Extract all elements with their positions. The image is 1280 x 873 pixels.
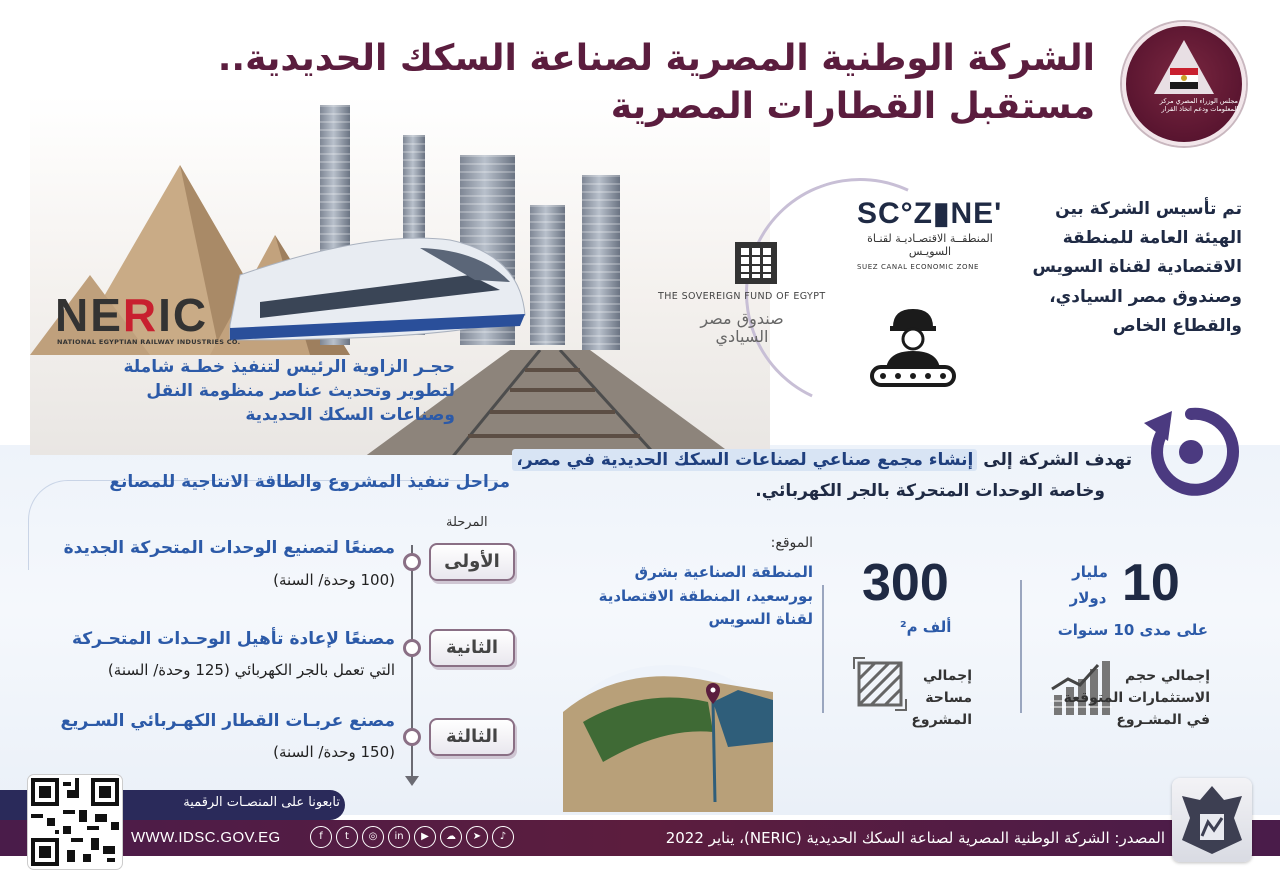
phase-column-label: المرحلة: [446, 515, 488, 530]
sovereign-fund-english: THE SOVEREIGN FUND OF EGYPT: [658, 291, 826, 302]
sovereign-fund-icon: [733, 240, 779, 286]
source-text: المصدر: الشركة الوطنية المصرية لصناعة السكك الحديدية (NERIC)، يناير 2022: [665, 829, 1165, 847]
area-value: 300: [862, 554, 949, 612]
twitter-icon[interactable]: t: [336, 826, 358, 848]
stages-heading: مراحل تنفيذ المشروع والطاقة الانتاجية للمصانع: [109, 472, 510, 492]
timeline-dot: [403, 639, 421, 657]
neric-logo-subtitle: NATIONAL EGYPTIAN RAILWAY INDUSTRIES CO.: [57, 338, 241, 346]
location-title: الموقع:: [770, 535, 813, 551]
stage-3-capacity: (150 وحدة/ السنة): [273, 743, 395, 761]
investment-label: إجمالي حجم الاستثمارات المتوقعة في المشـروع: [1063, 668, 1210, 729]
qr-code-icon[interactable]: [28, 775, 122, 869]
neric-logo-text-b: R: [122, 289, 159, 341]
stage-2-capacity: التي تعمل بالجر الكهربائي (125 وحدة/ السنة): [107, 661, 395, 679]
website-link[interactable]: WWW.IDSC.GOV.EG: [131, 829, 281, 846]
phase-pill-3: الثالثة: [429, 718, 515, 756]
sovereign-fund-arabic: صندوق مصر السيادي: [700, 309, 784, 347]
investment-unit-line1: مليار: [1072, 563, 1108, 581]
investment-value: 10: [1122, 554, 1180, 612]
satellite-map: [563, 652, 773, 812]
logo-caption: مجلس الوزراء المصري مركز المعلومات ودعم اتخاذ القرار: [1159, 97, 1238, 113]
neric-logo: [55, 288, 208, 342]
goal-highlight: إنشاء مجمع صناعي لصناعات السكك الحديدية في مصر،: [512, 449, 977, 471]
investment-unit-line2: دولار: [1069, 589, 1107, 607]
eagle-emblem-icon: [1172, 778, 1252, 862]
goal-line1: [512, 450, 1132, 470]
facebook-icon[interactable]: f: [310, 826, 332, 848]
qr-code-pattern: [31, 778, 119, 866]
target-goal-icon: [1142, 403, 1240, 501]
stage-3-title: مصنع عربـات القطار الكهـربائي السـريع: [60, 711, 395, 731]
soundcloud-icon[interactable]: ☁: [440, 826, 462, 848]
sczone-arabic-name: المنطقــة الاقتصـاديـة لقنـاة السويـس: [867, 232, 993, 258]
neric-logo-text-a: NE: [55, 289, 123, 341]
stat-separator: [1020, 580, 1022, 713]
cabinet-logo-icon: [1122, 22, 1246, 146]
investment-period: على مدى 10 سنوات: [1057, 621, 1208, 639]
timeline-arrow-icon: [405, 776, 419, 786]
stat-separator: [822, 585, 824, 713]
telegram-icon[interactable]: ➤: [466, 826, 488, 848]
phase-pill-1: الأولى: [429, 543, 515, 581]
stage-2-title: مصنعًا لإعادة تأهيل الوحـدات المتحـركة: [72, 629, 395, 649]
linkedin-icon[interactable]: in: [388, 826, 410, 848]
timeline-dot: [403, 553, 421, 571]
founded-text: تم تأسيس الشركة بين الهيئة العامة للمنطقة الاقتصادية لقناة السويس وصندوق مصر السيادي، والقطاع الخاص: [1032, 199, 1242, 336]
neric-logo-text-c: IC: [158, 289, 209, 341]
goal-line2: وخاصة الوحدات المتحركة بالجر الكهربائي.: [755, 481, 1105, 501]
area-label: إجمالي مساحة المشروع: [911, 668, 972, 729]
instagram-icon[interactable]: ◎: [362, 826, 384, 848]
tower-building: [582, 175, 620, 350]
idsc-emblem-icon: [1172, 778, 1252, 862]
sczone-english-name: SUEZ CANAL ECONOMIC ZONE: [857, 263, 979, 271]
high-speed-train-illustration: [220, 230, 540, 360]
timeline-dot: [403, 728, 421, 746]
youtube-icon[interactable]: ▶: [414, 826, 436, 848]
stage-1-title: مصنعًا لتصنيع الوحدات المتحركة الجديدة: [63, 538, 395, 558]
worker-conveyor-icon: [868, 305, 958, 389]
follow-text: تابعونا على المنصـات الرقمية: [183, 795, 340, 810]
tiktok-icon[interactable]: ♪: [492, 826, 514, 848]
stage-1-capacity: (100 وحدة/ السنة): [273, 571, 395, 589]
page-title-line1: الشركة الوطنية المصرية لصناعة السكك الحديدية..: [217, 38, 1095, 79]
sczone-logo: SC°Z▮NE': [857, 197, 1003, 230]
goal-prefix: تهدف الشركة إلى: [983, 450, 1132, 470]
phase-pill-2: الثانية: [429, 629, 515, 667]
cornerstone-text: حجـر الزاوية الرئيس لتنفيذ خطـة شاملة لتطوير وتحديث عناصر منظومة النقل وصناعات السكك الحديدية: [123, 357, 455, 425]
page-title-line2: مستقبل القطارات المصرية: [610, 86, 1095, 127]
location-text: المنطقة الصناعية بشرق بورسعيد، المنطقة الاقتصادية لقناة السويس: [598, 563, 813, 629]
area-unit: ألف م²: [900, 618, 952, 636]
